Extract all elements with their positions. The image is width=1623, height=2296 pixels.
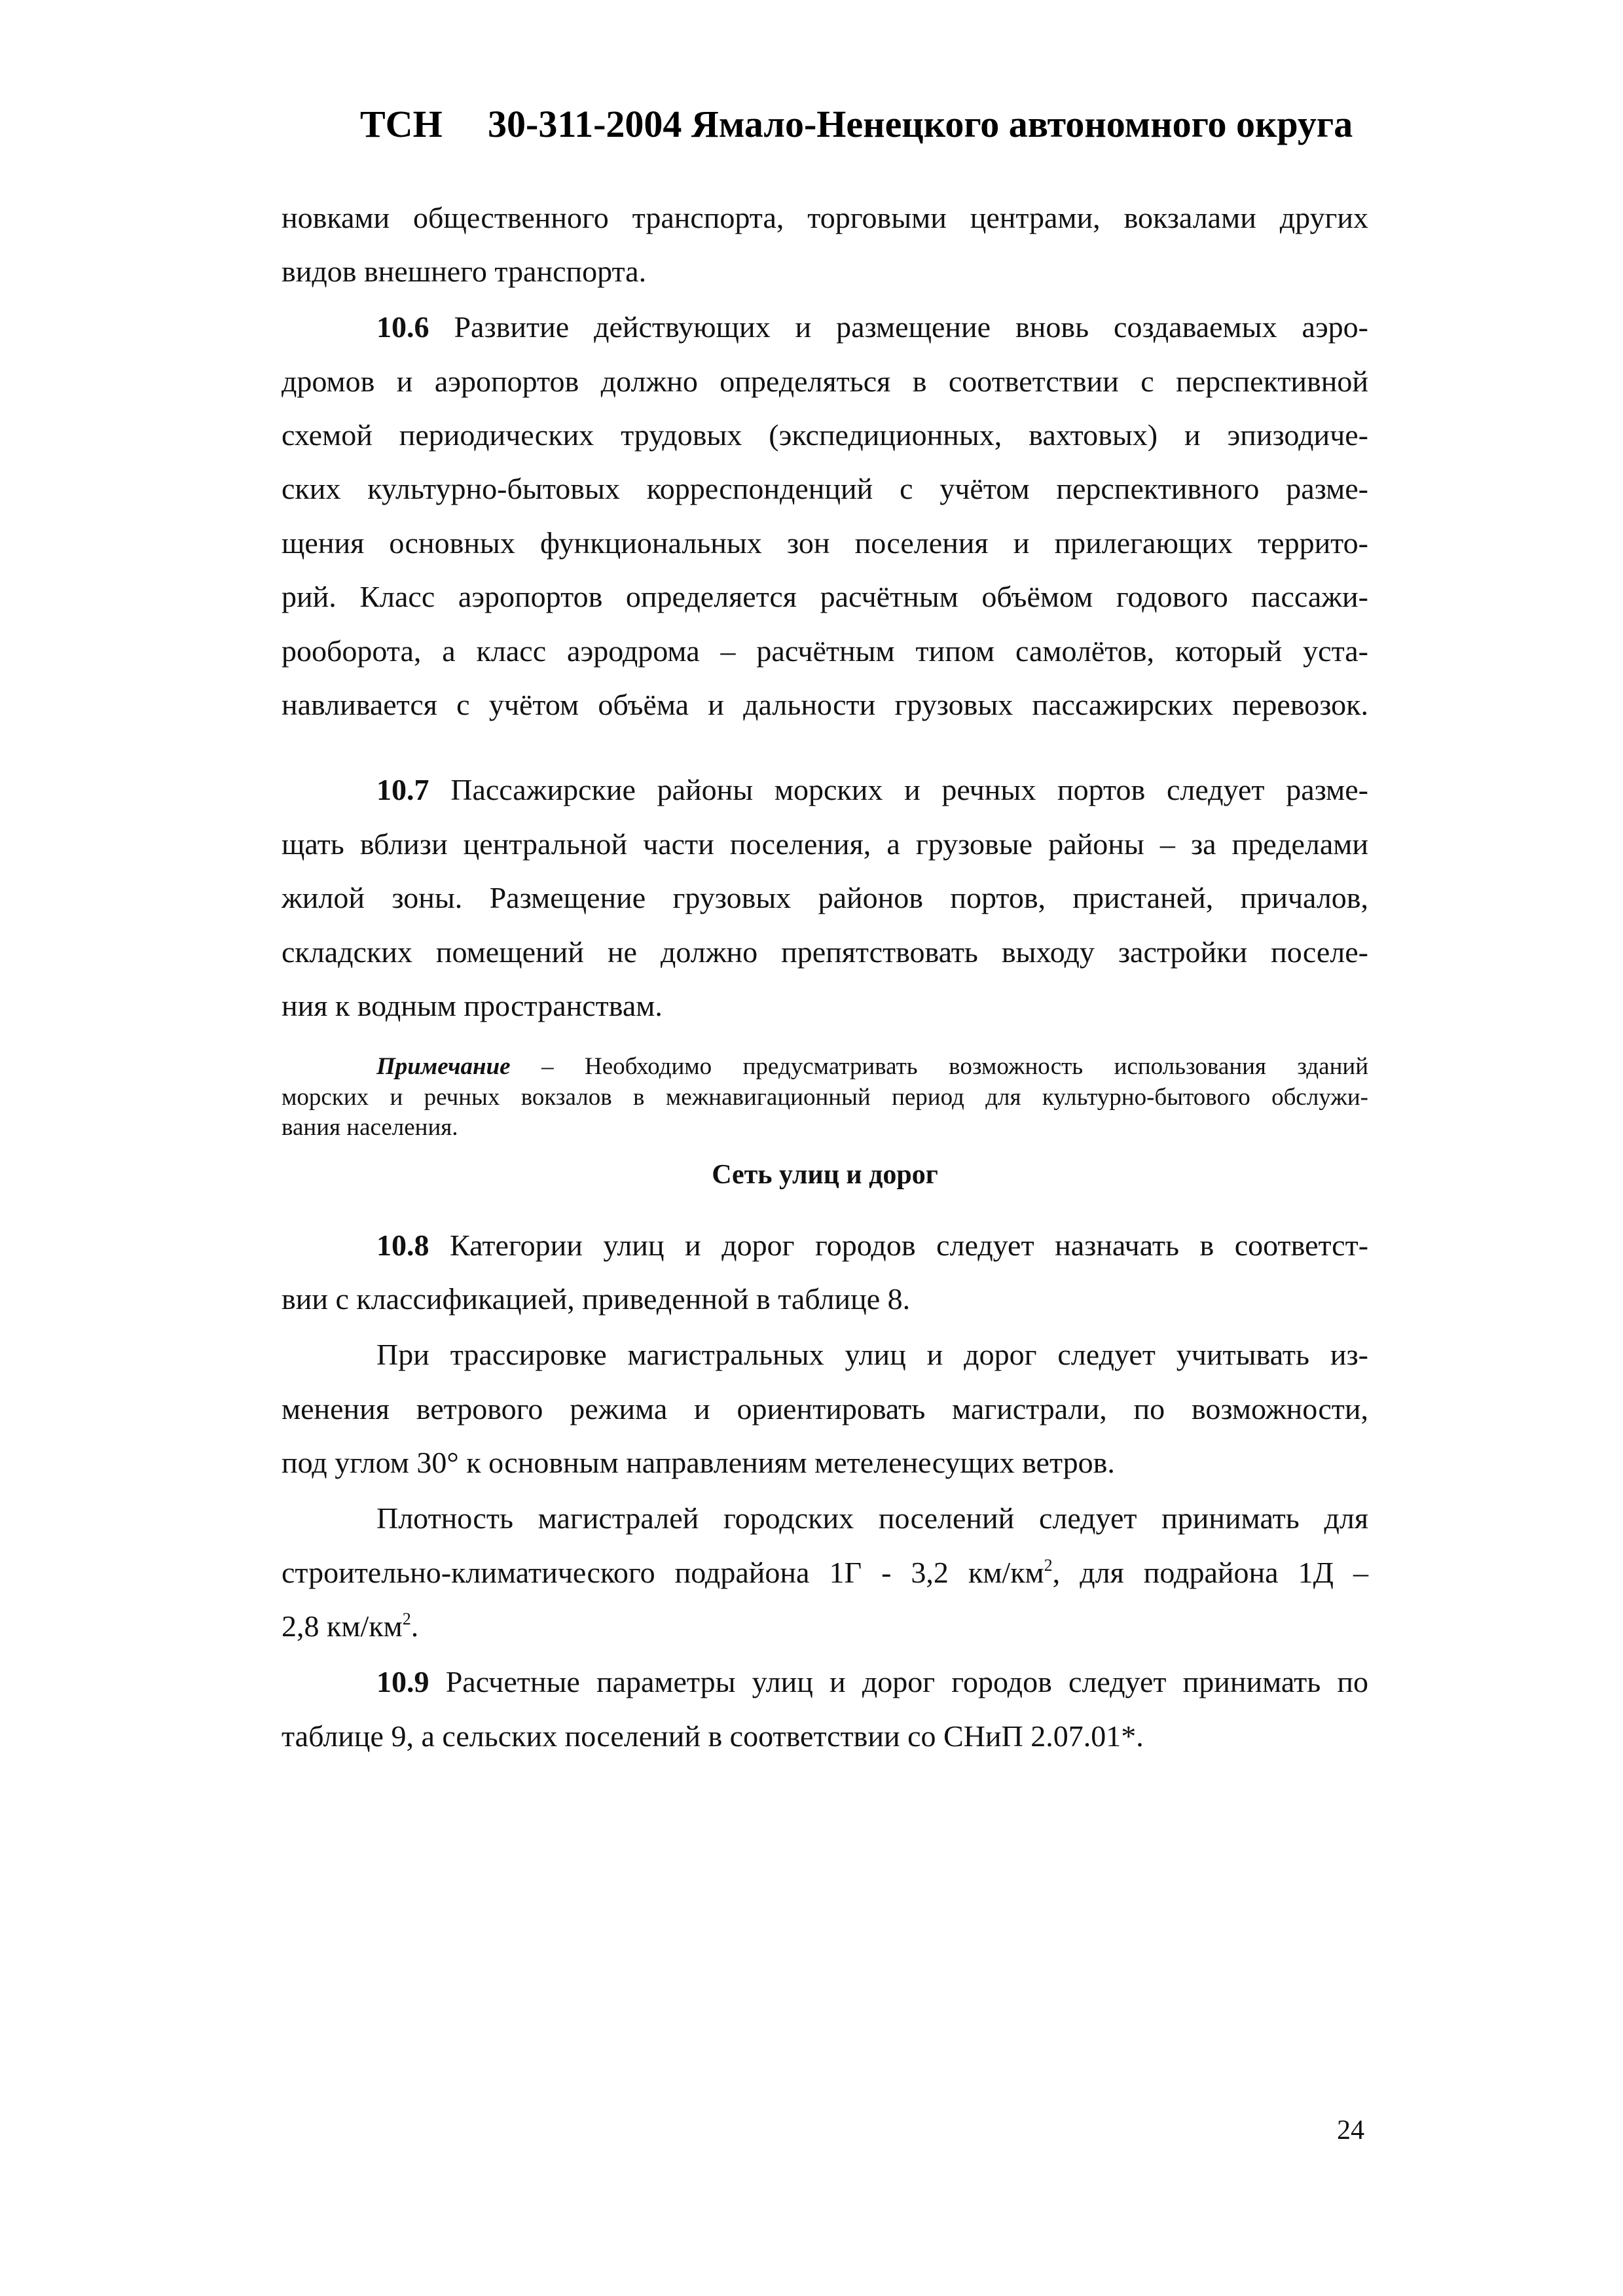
text-span: Расчетные параметры улиц и дорог городов следует принимать по [445, 1665, 1369, 1698]
text-line: Плотность магистралей городских поселений следует принимать для [376, 1501, 1368, 1535]
text-line: новками общественного транспорта, торговыми центрами, вокзалами других [282, 201, 1368, 234]
text-span: . [410, 1609, 419, 1643]
note-label: Примечание [376, 1053, 511, 1080]
paragraph-10-7-line [376, 767, 1368, 813]
text-span: – Необходимо предусматривать возможность использования зданий [541, 1053, 1369, 1080]
text-line: дромов и аэропортов должно определяться в соответствии с перспективной [282, 365, 1368, 398]
text-line: под углом 30° к основным направлениям метеленесущих ветров. [282, 1446, 1115, 1479]
text-line: вии с классификацией, приведенной в таблице 8. [282, 1282, 911, 1316]
paragraph-10-8-line [376, 1223, 1368, 1268]
clause-number: 10.6 [376, 310, 429, 344]
note-line [376, 1050, 1368, 1083]
text-line: рий. Класс аэропортов определяется расчётным объёмом годового пассажи- [282, 580, 1368, 613]
text-line: щения основных функциональных зон поселения и прилегающих террито- [282, 526, 1368, 560]
text-line: жилой зоны. Размещение грузовых районов портов, пристаней, причалов, [282, 881, 1368, 914]
text-line: навливается с учётом объёма и дальности грузовых пассажирских перевозок. [282, 688, 1368, 721]
header-document-code: 30-311-2004 Ямало-Ненецкого автономного округа [488, 103, 1353, 145]
text-span: Категории улиц и дорог городов следует назначать в соответст- [450, 1229, 1369, 1262]
clause-number: 10.8 [376, 1229, 429, 1262]
text-line: щать вблизи центральной части поселения, а грузовые районы – за пределами [282, 827, 1368, 861]
section-title: Сеть улиц и дорог [712, 1160, 938, 1190]
text-line: менения ветрового режима и ориентировать магистрали, по возможности, [282, 1392, 1368, 1426]
note-line: вания населения. [282, 1114, 458, 1141]
density-line [282, 1550, 1368, 1596]
note-line: морских и речных вокзалов в межнавигационный период для культурно-бытового обслужи- [282, 1084, 1368, 1111]
text-span: 2,8 км/км [282, 1609, 403, 1643]
text-line: таблице 9, а сельских поселений в соответствии со СНиП 2.07.01*. [282, 1719, 1144, 1753]
paragraph-10-9-line [376, 1659, 1368, 1705]
page-header [360, 98, 1368, 151]
text-line: ния к водным пространствам. [282, 989, 663, 1022]
paragraph-10-6-line [376, 304, 1368, 350]
text-span: Пассажирские районы морских и речных портов следует разме- [450, 773, 1368, 806]
text-line: При трассировке магистральных улиц и дорог следует учитывать из- [376, 1338, 1368, 1371]
clause-number: 10.7 [376, 773, 429, 806]
text-line: складских помещений не должно препятствовать выходу застройки поселе- [282, 935, 1368, 969]
text-line: ских культурно-бытовых корреспонденций с учётом перспективного разме- [282, 472, 1368, 505]
text-line: схемой периодических трудовых (экспедиционных, вахтовых) и эпизодиче- [282, 418, 1368, 452]
page-number: 24 [1337, 2115, 1364, 2145]
header-standard-label: ТСН [360, 103, 443, 145]
clause-number: 10.9 [376, 1665, 429, 1698]
text-line: рооборота, а класс аэродрома – расчётным типом самолётов, который уста- [282, 634, 1368, 668]
text-span: , для подрайона 1Д – [1052, 1556, 1368, 1589]
density-line [282, 1604, 1368, 1649]
text-span: строительно-климатического подрайона 1Г - 3,2 км/км [282, 1556, 1044, 1589]
text-line: видов внешнего транспорта. [282, 255, 647, 288]
superscript: 2 [1044, 1556, 1053, 1575]
text-span: Развитие действующих и размещение вновь создаваемых аэро- [454, 310, 1369, 344]
superscript: 2 [402, 1609, 411, 1628]
